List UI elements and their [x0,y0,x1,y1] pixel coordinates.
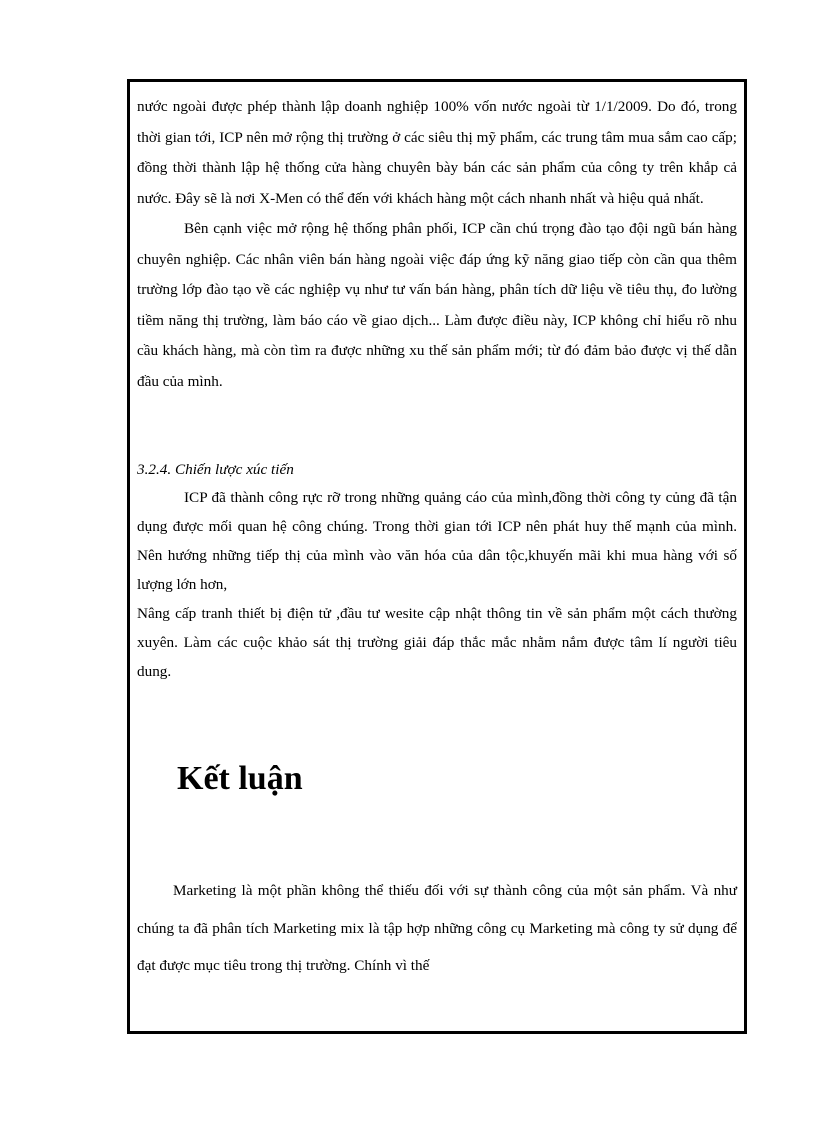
page-border-frame [127,79,747,1034]
paragraph-conclusion: Marketing là một phần không thể thiếu đối với sự thành công của một sản phẩm. Và như chúng ta đã phân tích Marketing mix là tập hợp những công cụ Marketing mà công ty sử dụng để đạt được mục tiêu trong thị trường. Chính vì thế [137,882,737,974]
section-heading-promotion-strategy: 3.2.4. Chiến lược xúc tiến [137,461,294,478]
page-content [137,92,737,985]
paragraph-sales-training: Bên cạnh việc mở rộng hệ thống phân phối, ICP cần chú trọng đào tạo đội ngũ bán hàng chuyên nghiệp. Các nhân viên bán hàng ngoài việc đáp ứng kỹ năng giao tiếp còn cần qua thêm trường lớp đào tạo về các nghiệp vụ như tư vấn bán hàng, phân tích dữ liệu về tiêu thụ, đo lường tiềm năng thị trường, làm báo cáo về giao dịch... Làm được điều này, ICP không chỉ hiểu rõ nhu cầu khách hàng, mà còn tìm ra được những xu thế sản phẩm mới; từ đó đảm bảo được vị thế dẫn đầu của mình. [137,220,737,390]
conclusion-title: Kết luận [177,760,303,797]
paragraph-promotion-1: ICP đã thành công rực rỡ trong những quảng cáo của mình,đồng thời công ty củng đã tận dụng được mối quan hệ công chúng. Trong thời gian tới ICP nên phát huy thế mạnh của mình. Nên hướng những tiếp thị của mình vào văn hóa của dân tộc,khuyến mãi khi mua hàng với số lượng lớn hơn, [137,489,737,593]
paragraph-promotion-2: Nâng cấp tranh thiết bị điện tử ,đầu tư wesite cập nhật thông tin về sản phẩm một cách thường xuyên. Làm các cuộc khảo sát thị trường giải đáp thắc mắc nhằm nắm được tâm lí người tiêu dung. [137,605,737,680]
paragraph-distribution-expansion: nước ngoài được phép thành lập doanh nghiệp 100% vốn nước ngoài từ 1/1/2009. Do đó, trong thời gian tới, ICP nên mở rộng thị trường ở các siêu thị mỹ phẩm, các trung tâm mua sắm cao cấp; đồng thời thành lập hệ thống cửa hàng chuyên bày bán các sản phẩm của công ty trên khắp cả nước. Đây sẽ là nơi X-Men có thể đến với khách hàng một cách nhanh nhất và hiệu quả nhất. [137,98,737,207]
section-spacer [137,397,737,455]
